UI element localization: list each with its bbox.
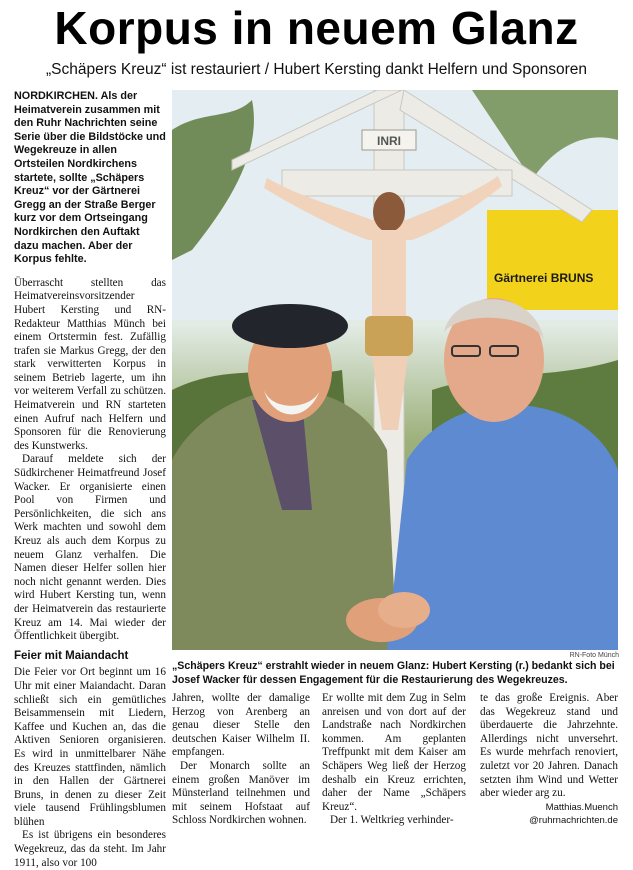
paragraph: Der 1. Weltkrieg verhinder- (330, 814, 454, 827)
paragraph: Er wollte mit dem Zug in Selm anreisen und von dort auf der Landstraße nach Nordkirchen kommen. Am geplanten Treffpunkt mit dem Kaiser am Schäpers Weg ließ der Herzog deshalb ein Kreuz errichten, daher der Name „Schäpers Kreuz“. (322, 692, 466, 813)
paragraph: Es ist übrigens ein besonderes Wegekreuz, das da steht. Im Jahr 1911, also vor 100 (14, 829, 166, 869)
inri-plaque: INRI (377, 134, 401, 148)
paragraph: Der Monarch sollte an einem großen Manöver im Münsterland teilnehmen und mit seinem Hofstaat auf Schloss Nordkirchen wohnen. (172, 759, 310, 827)
headline: Korpus in neuem Glanz (54, 2, 579, 54)
paragraph: Darauf meldete sich der Südkirchener Heimatfreund Josef Wacker. Er organisierte einen Pool von Firmen und Persönlichkeiten, die sich ans Werk machten und sowohl dem Kreuz als auch dem Korpus zu neuem Glanz verhalfen. Die Namen dieser Helfer sollen hier noch nicht genannt werden. Dies wird Hubert Kersting tun, wenn der Heimatverein das restaurierte Kreuz am 14. Mai wieder der Öffentlichkeit übergibt. (14, 453, 166, 643)
paragraph: Überrascht stellten das Heimatvereinsvorsitzender Hubert Kersting und RN-Redakteur Matthias Münch bei einem Ortstermin fest. Zufällig trafen sie Markus Gregg, der den stark verwitterten Korpus in seinem Betrieb lagerte, um ihn vor weiterem Verfall zu schützen. Heimatverein und RN starteten einen Aufruf nach Helfern und Sponsoren für die Renovierung des Kunstwerks. (14, 276, 166, 452)
section-subtitle: Feier mit Maiandacht (14, 649, 129, 662)
paragraph: Die Feier vor Ort beginnt um 16 Uhr mit einer Maiandacht. Daran schließt sich ein gemütliches Beisammensein mit Liedern, Kaffee und Kuchen an, das die Aktiven Senioren organisieren. Es wird in unmittelbarer Nähe des Kreuzes stattfinden, nämlich in den Hallen der Gärtnerei Bruns, in denen zu dieser Zeit viele tausend Frühlingsblumen blühen (14, 666, 166, 828)
article-photo (172, 90, 618, 650)
shop-sign (487, 210, 618, 310)
article-column-1 (14, 90, 166, 870)
article-column-2 (172, 692, 310, 828)
subheadline: „Schäpers Kreuz“ ist restauriert / Hubert Kersting dankt Helfern und Sponsoren (45, 61, 588, 78)
author-email: @ruhrnachrichten.de (529, 814, 618, 826)
author-name: Matthias.Muench (545, 801, 618, 813)
man-left-figure (172, 304, 397, 650)
article-column-3 (322, 692, 466, 828)
photo-credit: RN-Foto Münch (569, 652, 619, 659)
paragraph: Jahren, wollte der damalige Herzog von Arenberg an genau dieser Stelle den deutschen Kaiser Wilhelm II. empfangen. (172, 692, 310, 759)
shop-sign-text: Gärtnerei BRUNS (494, 271, 594, 285)
paragraph: te das große Ereignis. Aber das Wegekreuz stand und überdauerte die Jahrzehnte. Allerdings nicht unversehrt. Es wurde mehrfach renoviert, zuletzt vor 20 Jahren. Danach setzten ihm Wind und Wetter aber wieder arg zu. (480, 692, 618, 800)
article-column-4 (480, 692, 618, 827)
photo-caption: „Schäpers Kreuz“ erstrahlt wieder in neuem Glanz: Hubert Kersting (r.) bedankt sich bei Josef Wacker für dessen Engagement für die Restaurierung des Wegekreuzes. (172, 660, 615, 686)
lead-paragraph: NORDKIRCHEN. Als der Heimatverein zusammen mit den Ruhr Nachrichten seine Serie über die Bildstöcke und Wegekreuze in allen Ortsteilen Nordkirchens startete, sollte „Schäpers Kreuz“ vor der Gärtnerei Gregg an der Straße Berger kurz vor dem Ortseingang Nordkirchen den Auftakt dazu machen. Aber der Korpus fehlte. (14, 90, 166, 266)
photo-illustration (172, 90, 618, 650)
